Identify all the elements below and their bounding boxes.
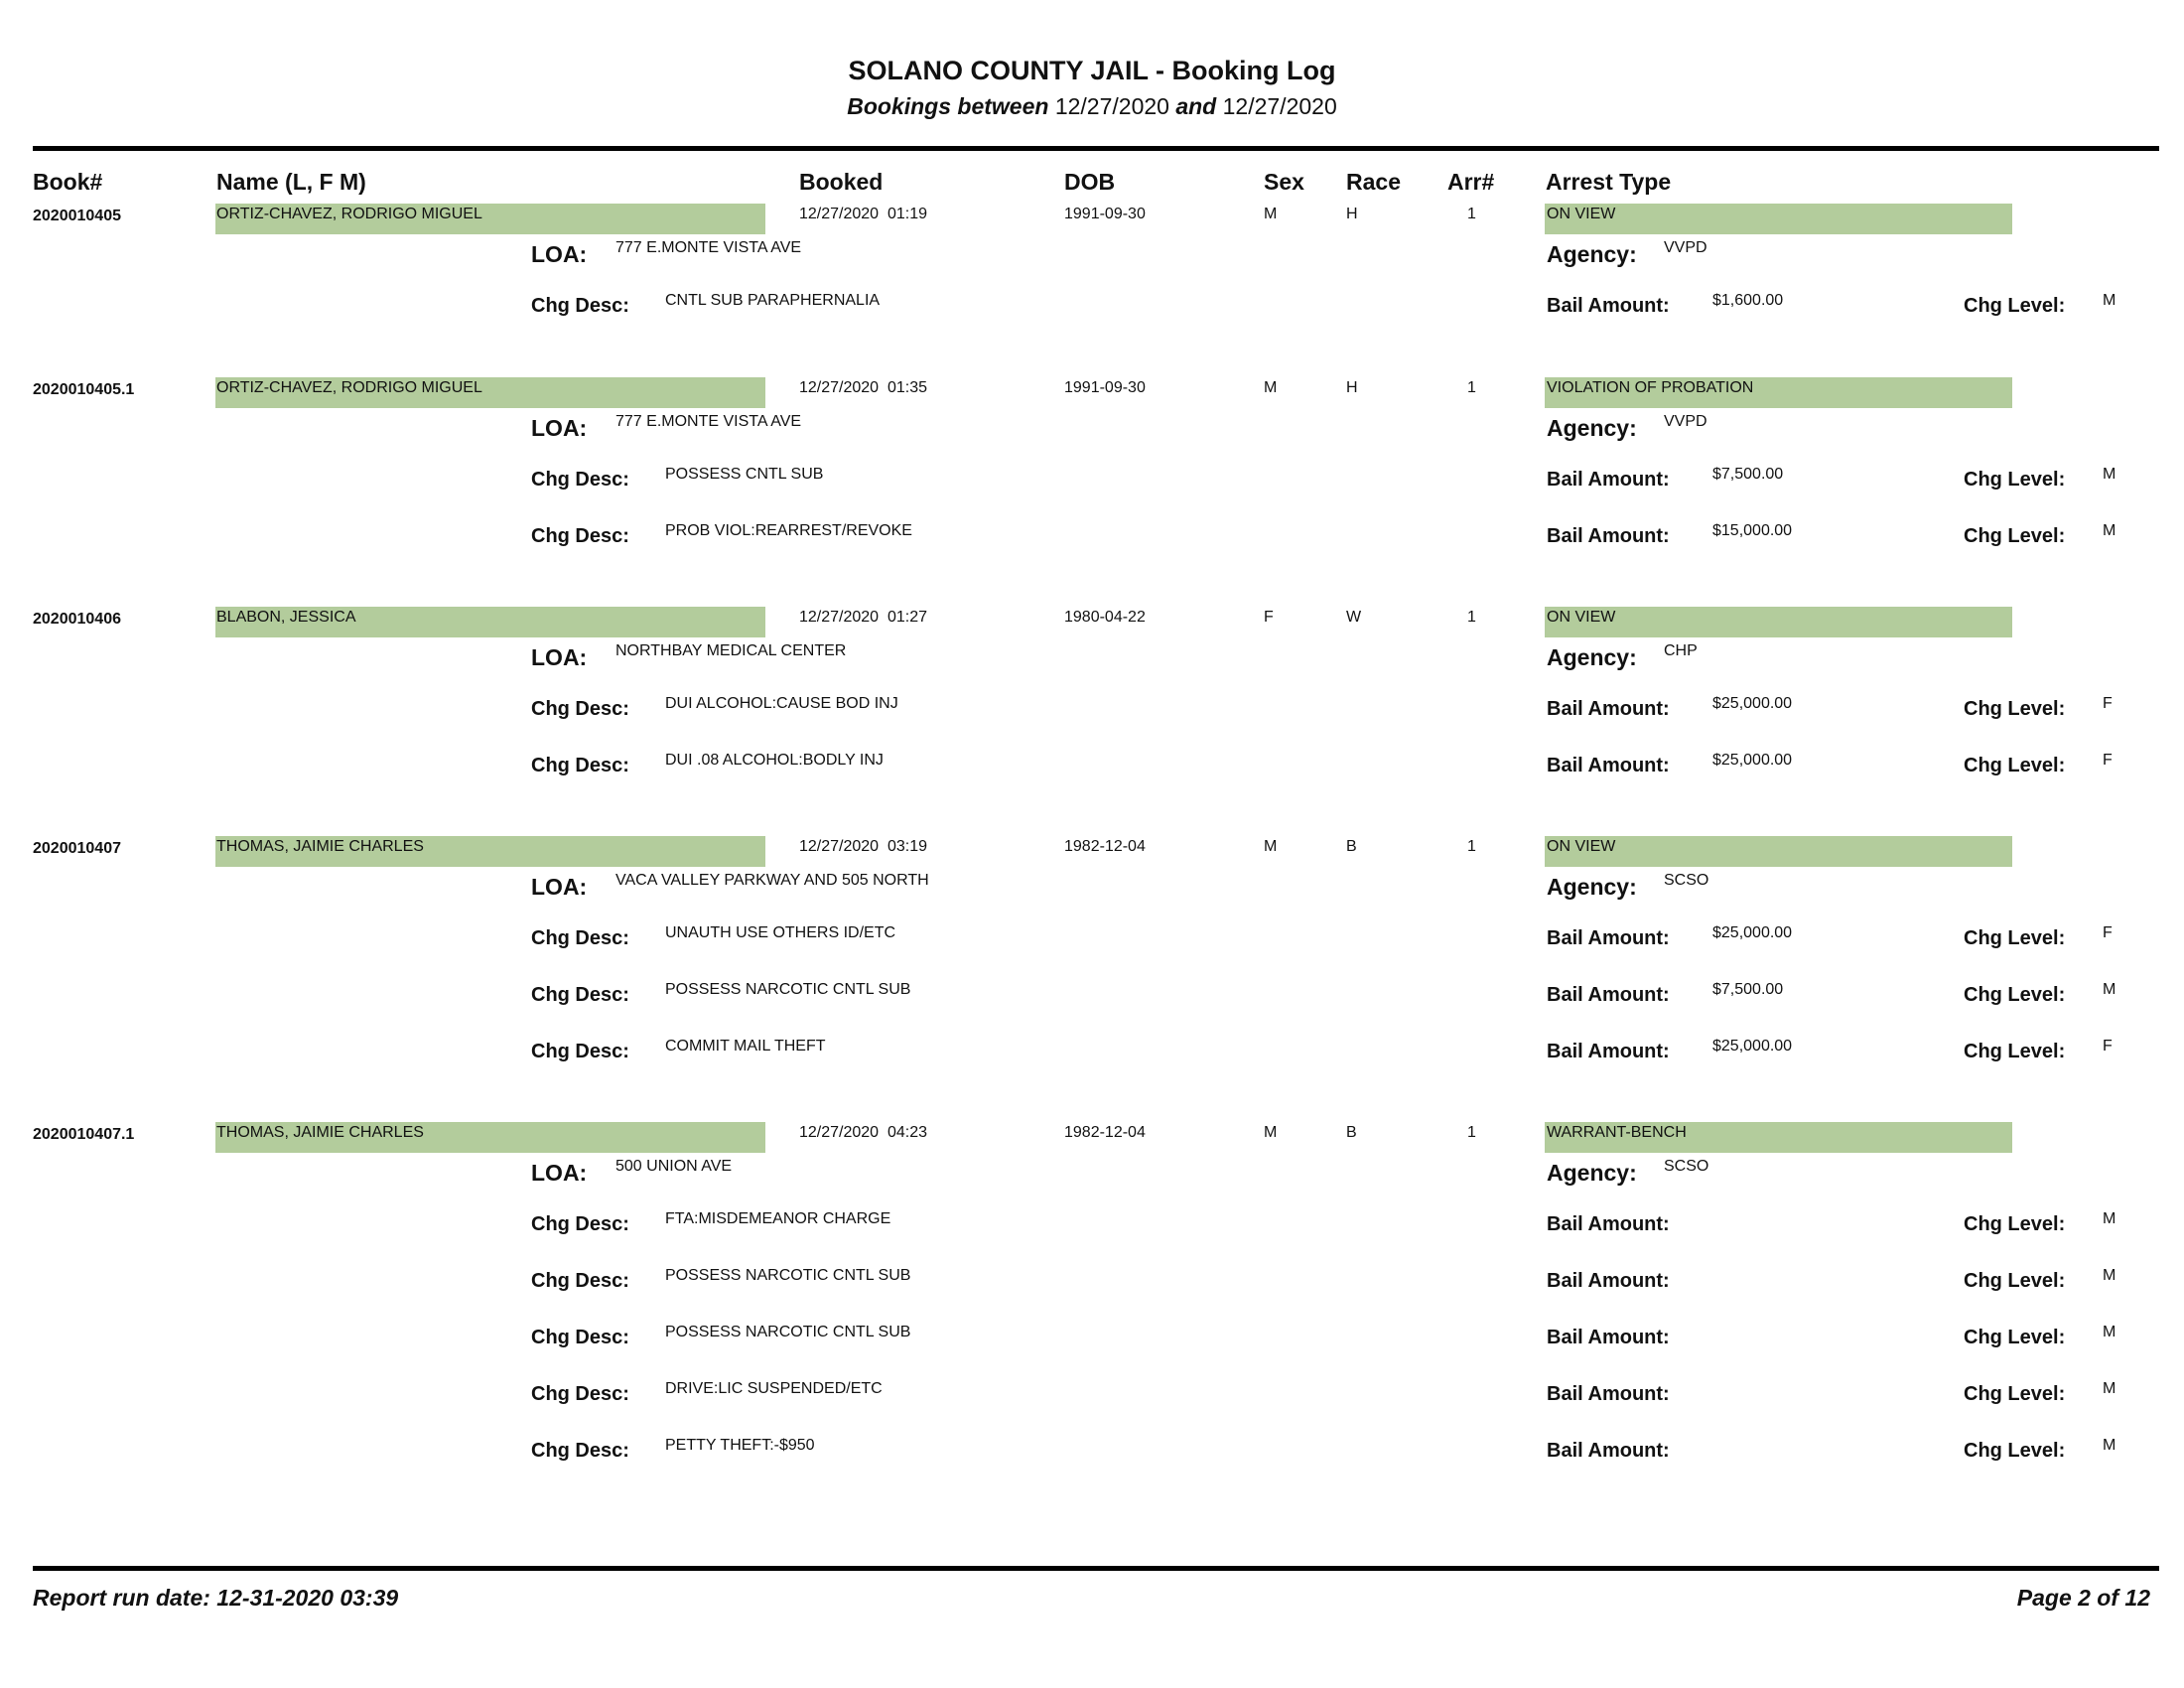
- report-subtitle: [0, 93, 2184, 120]
- agency-value: VVPD: [1664, 239, 1707, 256]
- booked-datetime: 12/27/2020 01:27: [799, 609, 928, 626]
- page-number: Page 2 of 12: [2016, 1585, 2150, 1611]
- chg-desc-value: UNAUTH USE OTHERS ID/ETC: [665, 924, 896, 941]
- subtitle-mid: and: [1175, 93, 1217, 119]
- chg-level-value: M: [2103, 1437, 2116, 1454]
- chg-desc-value: DRIVE:LIC SUSPENDED/ETC: [665, 1380, 883, 1397]
- chg-desc-value: POSSESS NARCOTIC CNTL SUB: [665, 981, 911, 998]
- book-number: 2020010406: [33, 611, 121, 628]
- chg-level-value: M: [2103, 1380, 2116, 1397]
- agency-label: Agency:: [1547, 874, 1637, 900]
- inmate-name: BLABON, JESSICA: [216, 609, 356, 626]
- bail-label: Bail Amount:: [1547, 1327, 1670, 1348]
- bail-label: Bail Amount:: [1547, 1383, 1670, 1405]
- bail-amount: $7,500.00: [1712, 466, 1784, 483]
- bail-amount: $25,000.00: [1712, 1038, 1793, 1055]
- chg-desc-value: FTA:MISDEMEANOR CHARGE: [665, 1210, 891, 1227]
- sex: M: [1264, 379, 1278, 396]
- chg-desc-value: PROB VIOL:REARREST/REVOKE: [665, 522, 912, 539]
- date-from: 12/27/2020: [1054, 93, 1169, 119]
- chg-desc-label: Chg Desc:: [531, 1327, 629, 1348]
- chg-level-value: M: [2103, 466, 2116, 483]
- chg-level-value: M: [2103, 292, 2116, 309]
- chg-level-label: Chg Level:: [1964, 1440, 2066, 1462]
- date-to: 12/27/2020: [1222, 93, 1337, 119]
- agency-label: Agency:: [1547, 1160, 1637, 1186]
- race: W: [1346, 609, 1362, 626]
- arrest-type: ON VIEW: [1547, 206, 1616, 222]
- bail-label: Bail Amount:: [1547, 525, 1670, 547]
- agency-value: SCSO: [1664, 872, 1709, 889]
- chg-level-label: Chg Level:: [1964, 1270, 2066, 1292]
- chg-desc-value: CNTL SUB PARAPHERNALIA: [665, 292, 881, 309]
- chg-desc-label: Chg Desc:: [531, 525, 629, 547]
- subtitle-prefix: Bookings between: [847, 93, 1049, 119]
- bail-amount: $25,000.00: [1712, 695, 1793, 712]
- inmate-name: THOMAS, JAIMIE CHARLES: [216, 1124, 424, 1141]
- arrest-number: 1: [1467, 1124, 1476, 1141]
- chg-level-value: F: [2103, 752, 2113, 769]
- bail-label: Bail Amount:: [1547, 927, 1670, 949]
- agency-value: SCSO: [1664, 1158, 1709, 1175]
- book-number: 2020010407.1: [33, 1126, 135, 1143]
- bail-label: Bail Amount:: [1547, 755, 1670, 776]
- book-number: 2020010405: [33, 208, 121, 224]
- agency-label: Agency:: [1547, 415, 1637, 441]
- chg-desc-value: DUI ALCOHOL:CAUSE BOD INJ: [665, 695, 898, 712]
- chg-level-value: F: [2103, 1038, 2113, 1055]
- booked-datetime: 12/27/2020 01:19: [799, 206, 928, 222]
- bail-label: Bail Amount:: [1547, 1270, 1670, 1292]
- chg-level-value: M: [2103, 1324, 2116, 1340]
- bail-label: Bail Amount:: [1547, 469, 1670, 491]
- bail-label: Bail Amount:: [1547, 698, 1670, 720]
- bail-amount: $7,500.00: [1712, 981, 1784, 998]
- bail-label: Bail Amount:: [1547, 295, 1670, 317]
- bail-label: Bail Amount:: [1547, 984, 1670, 1006]
- arrest-number: 1: [1467, 838, 1476, 855]
- booked-datetime: 12/27/2020 03:19: [799, 838, 928, 855]
- chg-desc-label: Chg Desc:: [531, 755, 629, 776]
- chg-desc-value: PETTY THEFT:-$950: [665, 1437, 815, 1454]
- inmate-name: ORTIZ-CHAVEZ, RODRIGO MIGUEL: [216, 206, 482, 222]
- loa-value: 500 UNION AVE: [615, 1158, 733, 1175]
- sex: M: [1264, 1124, 1278, 1141]
- chg-level-value: M: [2103, 1267, 2116, 1284]
- chg-level-value: F: [2103, 924, 2113, 941]
- bail-amount: $15,000.00: [1712, 522, 1793, 539]
- col-sex: Sex: [1264, 169, 1304, 195]
- col-booked: Booked: [799, 169, 884, 195]
- loa-label: LOA:: [531, 874, 588, 900]
- chg-desc-value: DUI .08 ALCOHOL:BODLY INJ: [665, 752, 884, 769]
- chg-desc-label: Chg Desc:: [531, 1270, 629, 1292]
- loa-label: LOA:: [531, 644, 588, 670]
- chg-desc-label: Chg Desc:: [531, 1041, 629, 1062]
- dob: 1982-12-04: [1064, 838, 1146, 855]
- book-number: 2020010405.1: [33, 381, 135, 398]
- loa-label: LOA:: [531, 1160, 588, 1186]
- arrest-number: 1: [1467, 206, 1476, 222]
- col-arr: Arr#: [1447, 169, 1495, 195]
- loa-value: 777 E.MONTE VISTA AVE: [615, 413, 802, 430]
- loa-value: VACA VALLEY PARKWAY AND 505 NORTH: [615, 872, 929, 889]
- book-number: 2020010407: [33, 840, 121, 857]
- bail-amount: $25,000.00: [1712, 924, 1793, 941]
- race: B: [1346, 1124, 1357, 1141]
- chg-desc-value: POSSESS NARCOTIC CNTL SUB: [665, 1267, 911, 1284]
- chg-level-value: F: [2103, 695, 2113, 712]
- col-dob: DOB: [1064, 169, 1116, 195]
- dob: 1991-09-30: [1064, 206, 1146, 222]
- race: H: [1346, 379, 1358, 396]
- chg-desc-label: Chg Desc:: [531, 469, 629, 491]
- arrest-type: WARRANT-BENCH: [1547, 1124, 1687, 1141]
- chg-desc-label: Chg Desc:: [531, 984, 629, 1006]
- chg-desc-label: Chg Desc:: [531, 1383, 629, 1405]
- loa-value: 777 E.MONTE VISTA AVE: [615, 239, 802, 256]
- footer-rule: [33, 1566, 2159, 1571]
- dob: 1980-04-22: [1064, 609, 1146, 626]
- chg-level-label: Chg Level:: [1964, 1213, 2066, 1235]
- chg-desc-value: COMMIT MAIL THEFT: [665, 1038, 826, 1055]
- chg-level-label: Chg Level:: [1964, 295, 2066, 317]
- arrest-number: 1: [1467, 379, 1476, 396]
- bail-amount: $25,000.00: [1712, 752, 1793, 769]
- arrest-number: 1: [1467, 609, 1476, 626]
- inmate-name: THOMAS, JAIMIE CHARLES: [216, 838, 424, 855]
- chg-level-label: Chg Level:: [1964, 698, 2066, 720]
- chg-level-value: M: [2103, 981, 2116, 998]
- agency-value: VVPD: [1664, 413, 1707, 430]
- chg-level-label: Chg Level:: [1964, 1041, 2066, 1062]
- loa-value: NORTHBAY MEDICAL CENTER: [615, 642, 847, 659]
- col-race: Race: [1346, 169, 1401, 195]
- arrest-type: ON VIEW: [1547, 838, 1616, 855]
- booked-datetime: 12/27/2020 01:35: [799, 379, 928, 396]
- col-name: Name (L, F M): [216, 169, 366, 195]
- chg-level-label: Chg Level:: [1964, 927, 2066, 949]
- arrest-type: VIOLATION OF PROBATION: [1547, 379, 1754, 396]
- chg-desc-value: POSSESS CNTL SUB: [665, 466, 824, 483]
- bail-label: Bail Amount:: [1547, 1041, 1670, 1062]
- arrest-type: ON VIEW: [1547, 609, 1616, 626]
- chg-level-label: Chg Level:: [1964, 984, 2066, 1006]
- dob: 1982-12-04: [1064, 1124, 1146, 1141]
- chg-level-value: M: [2103, 1210, 2116, 1227]
- report-run-date: Report run date: 12-31-2020 03:39: [33, 1585, 399, 1611]
- header-rule: [33, 146, 2159, 151]
- chg-level-label: Chg Level:: [1964, 525, 2066, 547]
- agency-value: CHP: [1664, 642, 1698, 659]
- inmate-name: ORTIZ-CHAVEZ, RODRIGO MIGUEL: [216, 379, 482, 396]
- report-title: SOLANO COUNTY JAIL - Booking Log: [848, 56, 1336, 85]
- race: H: [1346, 206, 1358, 222]
- chg-level-label: Chg Level:: [1964, 1383, 2066, 1405]
- bail-label: Bail Amount:: [1547, 1213, 1670, 1235]
- chg-desc-label: Chg Desc:: [531, 1440, 629, 1462]
- chg-desc-label: Chg Desc:: [531, 698, 629, 720]
- col-arrest-type: Arrest Type: [1546, 169, 1672, 195]
- chg-desc-label: Chg Desc:: [531, 927, 629, 949]
- chg-level-label: Chg Level:: [1964, 469, 2066, 491]
- race: B: [1346, 838, 1357, 855]
- chg-desc-value: POSSESS NARCOTIC CNTL SUB: [665, 1324, 911, 1340]
- sex: F: [1264, 609, 1274, 626]
- chg-level-label: Chg Level:: [1964, 755, 2066, 776]
- bail-amount: $1,600.00: [1712, 292, 1784, 309]
- col-book: Book#: [33, 169, 103, 195]
- chg-level-value: M: [2103, 522, 2116, 539]
- dob: 1991-09-30: [1064, 379, 1146, 396]
- sex: M: [1264, 206, 1278, 222]
- bail-label: Bail Amount:: [1547, 1440, 1670, 1462]
- sex: M: [1264, 838, 1278, 855]
- loa-label: LOA:: [531, 415, 588, 441]
- agency-label: Agency:: [1547, 241, 1637, 267]
- loa-label: LOA:: [531, 241, 588, 267]
- chg-desc-label: Chg Desc:: [531, 295, 629, 317]
- chg-level-label: Chg Level:: [1964, 1327, 2066, 1348]
- chg-desc-label: Chg Desc:: [531, 1213, 629, 1235]
- booked-datetime: 12/27/2020 04:23: [799, 1124, 928, 1141]
- agency-label: Agency:: [1547, 644, 1637, 670]
